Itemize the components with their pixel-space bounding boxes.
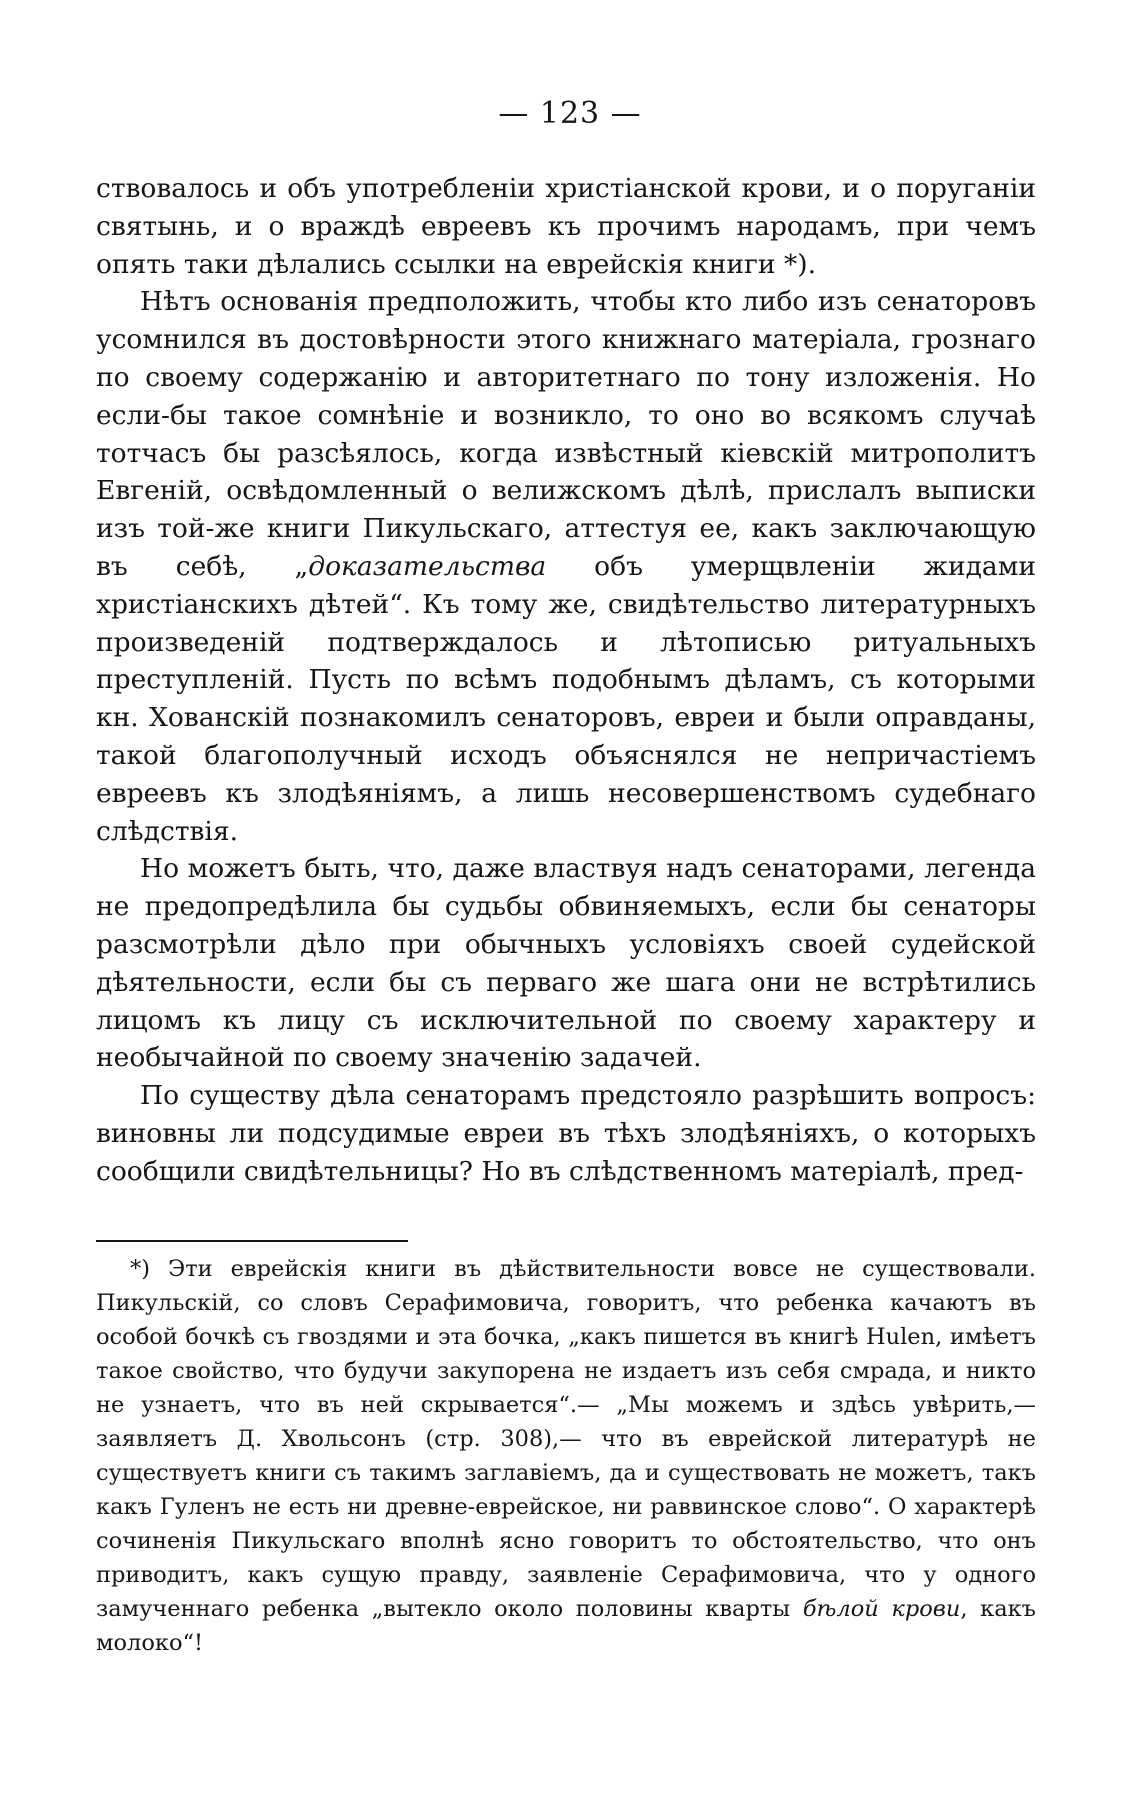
paragraph-continued: ствовалось и объ употребленіи христіанской крови, и о поруганіи святынь, и о враждѣ евреевъ къ прочимъ народамъ, при чемъ опять таки дѣлались ссылки на еврейскія книги *).: [96, 173, 1036, 280]
paragraph-text: Нѣтъ основанія предположить, чтобы кто либо изъ сенаторовъ усомнился въ достовѣрности этого книжнаго матеріала, грознаго по своему содержанію и авторитетнаго по тону изложенія. Но если-бы такое сомнѣніе и возникло, то оно во всякомъ случаѣ тотчасъ бы разсѣялось, когда извѣстный кіевскій митрополитъ Евгеній, освѣдомленный о велижскомъ дѣлѣ, прислалъ выписки изъ той-же книги Пикульскаго, аттестуя ее, какъ заключающую въ себѣ, „: [96, 286, 1036, 582]
footnote-divider: [96, 1240, 408, 1242]
footnote-italic: бѣлой крови: [802, 1596, 961, 1622]
paragraph-question: По существу дѣла сенаторамъ предстояло разрѣшить вопросъ: виновны ли подсудимые евреи въ тѣхъ злодѣяніяхъ, о которыхъ сообщили свидѣтельницы? Но въ слѣдственномъ матеріалѣ, пред-: [96, 1080, 1036, 1187]
footnote-end: , какъ молоко“!: [96, 1596, 1036, 1656]
footnote-text: [96, 1252, 1036, 1660]
page-number: — 123 —: [498, 96, 642, 131]
italic-emphasis: доказательства: [308, 550, 547, 582]
footnote-body: *) Эти еврейскія книги въ дѣйствительности вовсе не существовали. Пикульскій, со словъ Серафимовича, говоритъ, что ребенка качаютъ въ особой бочкѣ съ гвоздями и эта бочка, „какъ пишется въ книгѣ Hulen, имѣетъ такое свойство, что будучи закупорена не издаетъ изъ себя смрада, и никто не узнаетъ, что въ ней скрывается“.— „Мы можемъ и здѣсь увѣрить,—заявляетъ Д. Хвольсонъ (стр. 308),— что въ еврейской литературѣ не существуетъ книги съ такимъ заглавіемъ, да и существовать не можетъ, такъ какъ Гуленъ не есть ни древне-еврейское, ни раввинское слово“. О характерѣ сочиненія Пикульскаго вполнѣ ясно говоритъ то обстоятельство, что онъ приводитъ, какъ сущую правду, заявленіе Серафимовича, что у одного замученнаго ребенка „вытекло около половины кварты: [96, 1256, 1036, 1622]
paragraph-legend: Но можетъ быть, что, даже властвуя надъ сенаторами, легенда не предопредѣлила бы судьбы обвиняемыхъ, если бы сенаторы разсмотрѣли дѣло при обычныхъ условіяхъ своей судейской дѣятельности, если бы съ перваго же шага они не встрѣтились лицомъ къ лицу съ исключительной по своему характеру и необычайной по своему значенію задачей.: [96, 853, 1036, 1074]
main-text: [96, 170, 1036, 1191]
paragraph-senators-doubt: [96, 283, 1036, 850]
paragraph-text: объ умерщвленіи жидами христіанскихъ дѣтей“. Къ тому же, свидѣтельство литературныхъ произведеній подтверждалось и лѣтописью ритуальныхъ преступленій. Пусть по всѣмъ подобнымъ дѣламъ, съ которыми кн. Хованскій познакомилъ сенаторовъ, евреи и были оправданы, такой благополучный исходъ объяснялся не непричастіемъ евреевъ къ злодѣяніямъ, а лишь несовершенствомъ судебнаго слѣдствія.: [96, 550, 1036, 847]
footnote: [96, 1252, 1036, 1660]
